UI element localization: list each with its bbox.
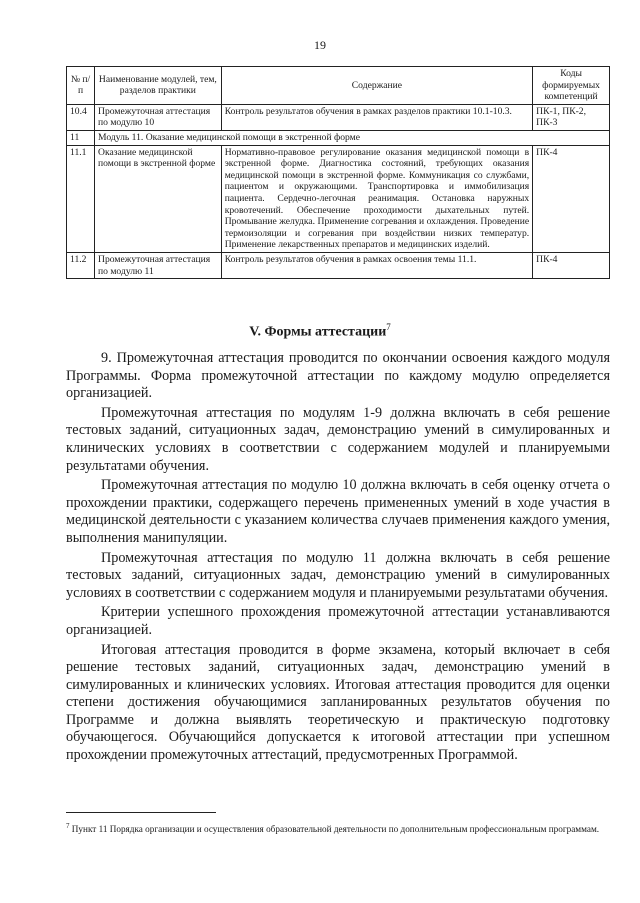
row-num: 11.2 [67,252,95,278]
table-header-row [67,67,610,105]
module-row [67,130,610,145]
curriculum-table [66,66,610,279]
row-num: 10.4 [67,104,95,130]
row-content: Контроль результатов обучения в рамках разделов практики 10.1-10.3. [221,104,532,130]
row-content: Контроль результатов обучения в рамках освоения темы 11.1. [221,252,532,278]
table-row [67,252,610,278]
header-num: № п/п [67,67,95,105]
paragraph: 9. Промежуточная аттестация проводится по окончании освоения каждого модуля Программы. Форма промежуточной аттестации по каждому модулю определяется организацией. [66,350,610,402]
paragraph: Промежуточная аттестация по модулю 10 должна включать в себя оценку отчета о прохождении практики, содержащего перечень примененных умений в ходе участия в медицинской деятельности с указанием количества случаев применения каждого умения, выполнения манипуляции. [66,477,610,546]
footnote-reference: 7 [386,322,391,332]
header-content: Содержание [221,67,532,105]
paragraph: Критерии успешного прохождения промежуточной аттестации устанавливаются организацией. [66,604,610,638]
row-num: 11.1 [67,145,95,252]
row-content: Нормативно-правовое регулирование оказания медицинской помощи в экстренной форме. Диагностика состояний, требующих оказания медицинской помощи в экстренной форме. Коммуникация со службами, пациентом и окружающими. Транспортировка и иммобилизация пациента. Сердечно-легочная реанимация. Остановка наружных кровотечений. Обеспечение проходимости дыхательных путей. Промывание желудка. Применение согревания и охлаждения. Проведение термоизоляции и согревания при воздействии низких температур. Применение лекарственных препаратов и медицинских изделий. [221,145,532,252]
footnote-text: Пункт 11 Порядка организации и осуществления образовательной деятельности по дополнительным профессиональным программам. [71,824,600,835]
footnote-divider [66,812,216,813]
footnote [66,820,610,835]
paragraph: Промежуточная аттестация по модулям 1-9 должна включать в себя решение тестовых заданий, ситуационных задач, демонстрацию умений в симулированных и клинических условиях в соответствии с содержанием модулей и планируемыми результатами обучения. [66,404,610,474]
row-codes: ПК-4 [533,145,610,252]
header-codes: Коды формируемых компетенций [533,67,610,105]
table-row [67,145,610,252]
row-codes: ПК-1, ПК-2, ПК-3 [533,104,610,130]
header-name: Наименование модулей, тем, разделов практики [95,67,222,105]
row-name: Промежуточная аттестация по модулю 10 [95,104,222,130]
section-title-text: V. Формы аттестации [249,324,387,340]
paragraph: Промежуточная аттестация по модулю 11 должна включать в себя решение тестовых заданий, ситуационных задач, демонстрацию умений в симулированных условиях в соответствии с содержанием модуля и планируемыми результатами обучения. [66,549,610,601]
page-number: 19 [314,38,326,52]
body-text [66,350,610,767]
module-num: 11 [67,130,95,145]
footnote-mark: 7 [66,822,70,830]
paragraph: Итоговая аттестация проводится в форме экзамена, который включает в себя решение тестовых заданий, ситуационных задач, демонстрацию умений в симулированных и клинических условиях. Итоговая аттестация проводится для оценки степени достижения обучающимися запланированных результатов обучения по Программе и должна выявлять теоретическую и практическую подготовку обучающегося. Обучающийся допускается к итоговой аттестации при успешном прохождении промежуточных аттестаций, предусмотренных Программой. [66,641,610,764]
table-row [67,104,610,130]
row-name: Промежуточная аттестация по модулю 11 [95,252,222,278]
row-name: Оказание медицинской помощи в экстренной форме [95,145,222,252]
module-title: Модуль 11. Оказание медицинской помощи в экстренной форме [95,130,610,145]
section-title [0,322,640,341]
row-codes: ПК-4 [533,252,610,278]
